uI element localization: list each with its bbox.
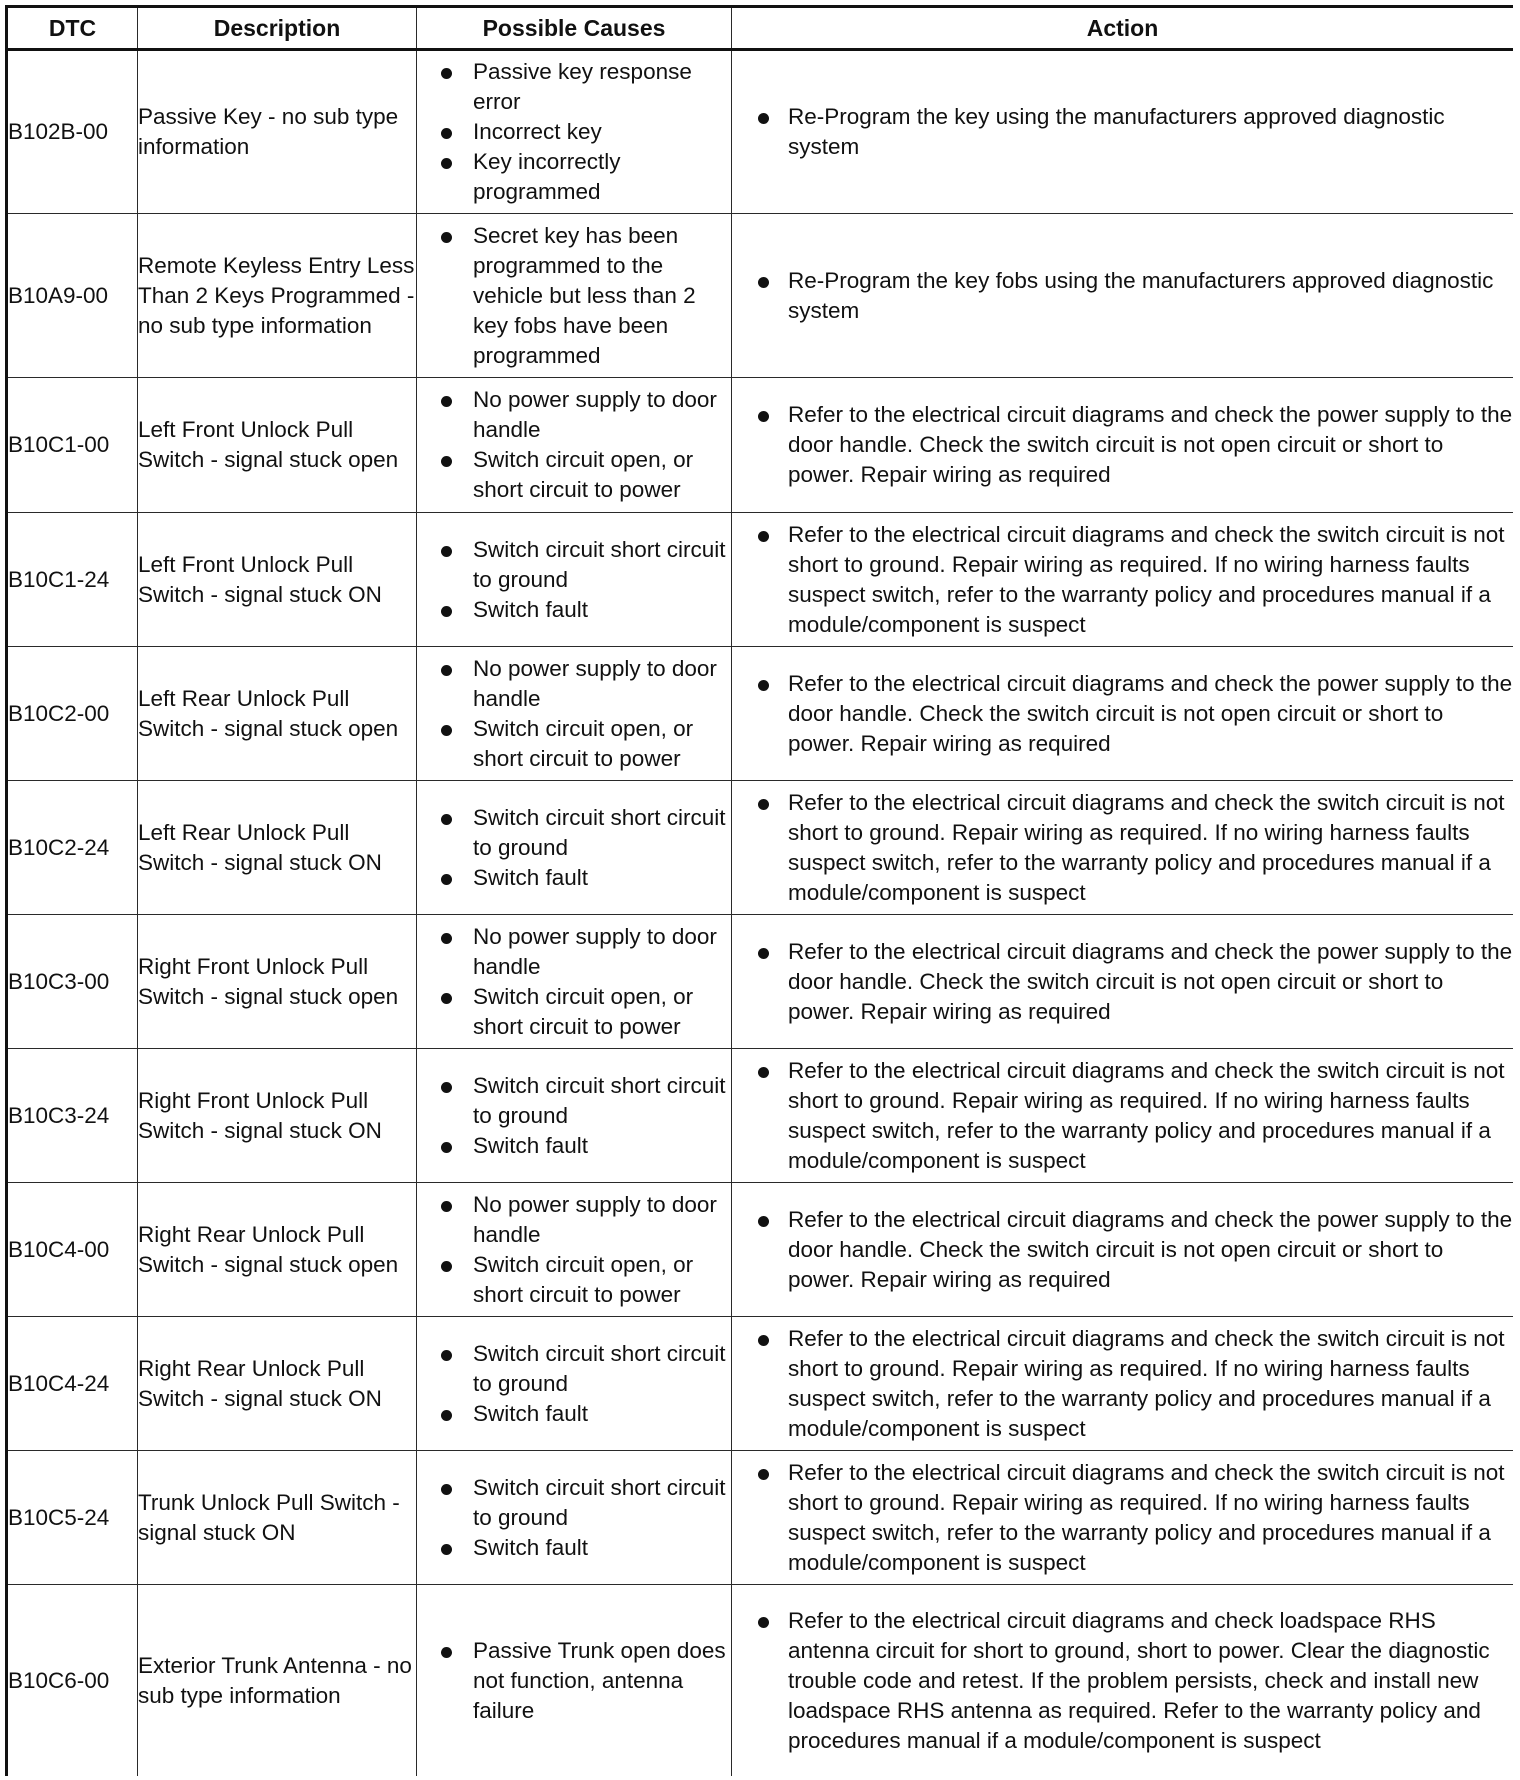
bullet-icon	[441, 68, 452, 79]
dtc-description: Right Rear Unlock Pull Switch - signal stuck ON	[138, 1317, 417, 1451]
header-description: Description	[138, 7, 417, 50]
dtc-code: B10A9-00	[7, 214, 138, 378]
cause-item	[417, 863, 731, 893]
table-row	[7, 1183, 1514, 1317]
header-dtc: DTC	[7, 7, 138, 50]
cause-text: Switch circuit short circuit to ground	[473, 1340, 726, 1396]
action-cell	[732, 1183, 1514, 1317]
bullet-icon	[758, 1335, 769, 1346]
cause-item	[417, 1131, 731, 1161]
bullet-icon	[758, 948, 769, 959]
dtc-description: Right Front Unlock Pull Switch - signal stuck open	[138, 915, 417, 1049]
header-action: Action	[732, 7, 1514, 50]
possible-causes	[417, 647, 732, 781]
action-text: Re-Program the key fobs using the manufacturers approved diagnostic system	[788, 267, 1494, 323]
bullet-icon	[441, 993, 452, 1004]
action-text: Refer to the electrical circuit diagrams and check the power supply to the door handle. Check the switch circuit is not open circuit or short to power. Repair wiring as required	[788, 670, 1513, 756]
cause-text: No power supply to door handle	[473, 387, 717, 442]
table-row	[7, 1451, 1514, 1585]
action-cell	[732, 915, 1514, 1049]
table-row	[7, 915, 1514, 1049]
cause-text: Switch circuit open, or short circuit to power	[473, 1251, 694, 1307]
cause-text: Switch fault	[473, 1132, 589, 1158]
bullet-icon	[441, 665, 452, 676]
cause-text: Switch fault	[473, 1534, 589, 1560]
action-item	[732, 1324, 1513, 1444]
cause-item	[417, 535, 731, 595]
cause-text: Switch circuit short circuit to ground	[473, 1072, 726, 1128]
dtc-description: Left Rear Unlock Pull Switch - signal stuck open	[138, 647, 417, 781]
cause-text: Passive key response error	[473, 59, 692, 114]
action-text: Refer to the electrical circuit diagrams and check the switch circuit is not short to ground. Repair wiring as required. If no wiring harness faults suspect switch, refer to the warranty policy and procedures manual if a module/component is suspect	[788, 521, 1505, 637]
action-text: Refer to the electrical circuit diagrams and check the power supply to the door handle. Check the switch circuit is not open circuit or short to power. Repair wiring as required	[788, 402, 1513, 487]
action-text: Refer to the electrical circuit diagrams and check the switch circuit is not short to ground. Repair wiring as required. If no wiring harness faults suspect switch, refer to the warranty policy and procedures manual if a module/component is suspect	[788, 789, 1505, 905]
cause-item	[417, 147, 731, 207]
possible-causes	[417, 1183, 732, 1317]
table-row	[7, 214, 1514, 378]
action-item	[732, 788, 1513, 908]
cause-item	[417, 1533, 731, 1563]
cause-text: Switch circuit open, or short circuit to power	[473, 447, 694, 502]
action-text: Refer to the electrical circuit diagrams and check the power supply to the door handle. Check the switch circuit is not open circuit or short to power. Repair wiring as required	[788, 938, 1513, 1024]
action-cell	[732, 513, 1514, 647]
cause-text: Switch circuit short circuit to ground	[473, 536, 726, 592]
cause-text: Switch fault	[473, 1400, 589, 1426]
cause-item	[417, 1636, 731, 1726]
cause-text: Switch circuit short circuit to ground	[473, 1474, 726, 1530]
dtc-code: B10C4-00	[7, 1183, 138, 1317]
dtc-description: Left Front Unlock Pull Switch - signal stuck ON	[138, 513, 417, 647]
possible-causes	[417, 1317, 732, 1451]
action-cell	[732, 50, 1514, 214]
cause-item	[417, 803, 731, 863]
dtc-code: B10C4-24	[7, 1317, 138, 1451]
dtc-code: B102B-00	[7, 50, 138, 214]
table-row	[7, 1049, 1514, 1183]
action-cell	[732, 647, 1514, 781]
cause-item	[417, 57, 731, 117]
dtc-description: Right Front Unlock Pull Switch - signal stuck ON	[138, 1049, 417, 1183]
bullet-icon	[441, 874, 452, 885]
cause-item	[417, 922, 731, 982]
action-cell	[732, 1585, 1514, 1777]
cause-item	[417, 445, 731, 505]
possible-causes	[417, 378, 732, 513]
bullet-icon	[441, 1647, 452, 1658]
action-item	[732, 102, 1513, 162]
action-item	[732, 520, 1513, 640]
possible-causes	[417, 1585, 732, 1777]
possible-causes	[417, 915, 732, 1049]
possible-causes	[417, 781, 732, 915]
cause-text: No power supply to door handle	[473, 655, 717, 711]
cause-item	[417, 117, 731, 147]
bullet-icon	[758, 680, 769, 691]
table-row	[7, 378, 1514, 513]
bullet-icon	[758, 1067, 769, 1078]
cause-item	[417, 1250, 731, 1310]
bullet-icon	[758, 1617, 769, 1628]
cause-item	[417, 385, 731, 445]
dtc-description: Right Rear Unlock Pull Switch - signal stuck open	[138, 1183, 417, 1317]
action-item	[732, 1056, 1513, 1176]
dtc-code: B10C3-00	[7, 915, 138, 1049]
table-row	[7, 1585, 1514, 1777]
dtc-code: B10C2-00	[7, 647, 138, 781]
dtc-table	[5, 5, 1513, 1776]
dtc-table-sheet	[5, 5, 1513, 1776]
action-item	[732, 937, 1513, 1027]
table-header-row	[7, 7, 1514, 50]
dtc-description: Passive Key - no sub type information	[138, 50, 417, 214]
dtc-code: B10C2-24	[7, 781, 138, 915]
cause-text: Switch fault	[473, 596, 589, 622]
bullet-icon	[441, 456, 452, 467]
action-cell	[732, 1317, 1514, 1451]
dtc-code: B10C3-24	[7, 1049, 138, 1183]
bullet-icon	[758, 1216, 769, 1227]
bullet-icon	[758, 799, 769, 810]
dtc-code: B10C5-24	[7, 1451, 138, 1585]
cause-item	[417, 1071, 731, 1131]
possible-causes	[417, 513, 732, 647]
action-cell	[732, 1451, 1514, 1585]
table-row	[7, 1317, 1514, 1451]
bullet-icon	[441, 1484, 452, 1495]
bullet-icon	[441, 158, 452, 169]
bullet-icon	[441, 814, 452, 825]
bullet-icon	[441, 1350, 452, 1361]
bullet-icon	[441, 606, 452, 617]
possible-causes	[417, 214, 732, 378]
bullet-icon	[441, 396, 452, 407]
bullet-icon	[441, 1142, 452, 1153]
action-cell	[732, 378, 1514, 513]
cause-text: Passive Trunk open does not function, antenna failure	[473, 1638, 726, 1723]
action-text: Re-Program the key using the manufacturers approved diagnostic system	[788, 104, 1445, 159]
cause-item	[417, 982, 731, 1042]
table-row	[7, 781, 1514, 915]
dtc-description: Left Front Unlock Pull Switch - signal stuck open	[138, 378, 417, 513]
bullet-icon	[758, 411, 769, 422]
bullet-icon	[441, 725, 452, 736]
action-item	[732, 669, 1513, 759]
bullet-icon	[441, 1544, 452, 1555]
cause-text: Switch circuit short circuit to ground	[473, 804, 726, 860]
action-text: Refer to the electrical circuit diagrams and check the power supply to the door handle. Check the switch circuit is not open circuit or short to power. Repair wiring as required	[788, 1206, 1513, 1292]
action-item	[732, 1458, 1513, 1578]
cause-item	[417, 1473, 731, 1533]
cause-item	[417, 1399, 731, 1429]
bullet-icon	[758, 113, 769, 124]
bullet-icon	[758, 1469, 769, 1480]
table-row	[7, 513, 1514, 647]
action-item	[732, 400, 1513, 490]
action-text: Refer to the electrical circuit diagrams and check the switch circuit is not short to ground. Repair wiring as required. If no wiring harness faults suspect switch, refer to the warranty policy and procedures manual if a module/component is suspect	[788, 1459, 1505, 1575]
cause-item	[417, 654, 731, 714]
action-text: Refer to the electrical circuit diagrams and check loadspace RHS antenna circuit for short to ground, short to power. Clear the diagnostic trouble code and retest. If the problem persists, check and install new loadspace RHS antenna as required. Refer to the warranty policy and procedures manual if a module/component is suspect	[788, 1608, 1490, 1753]
possible-causes	[417, 50, 732, 214]
action-text: Refer to the electrical circuit diagrams and check the switch circuit is not short to ground. Repair wiring as required. If no wiring harness faults suspect switch, refer to the warranty policy and procedures manual if a module/component is suspect	[788, 1325, 1505, 1441]
cause-text: No power supply to door handle	[473, 923, 717, 979]
table-row	[7, 647, 1514, 781]
action-item	[732, 266, 1513, 326]
dtc-code: B10C1-00	[7, 378, 138, 513]
cause-text: Switch fault	[473, 864, 589, 890]
action-cell	[732, 1049, 1514, 1183]
cause-item	[417, 1339, 731, 1399]
bullet-icon	[441, 232, 452, 243]
cause-text: Switch circuit open, or short circuit to power	[473, 983, 694, 1039]
action-text: Refer to the electrical circuit diagrams and check the switch circuit is not short to ground. Repair wiring as required. If no wiring harness faults suspect switch, refer to the warranty policy and procedures manual if a module/component is suspect	[788, 1057, 1505, 1173]
action-cell	[732, 781, 1514, 915]
cause-item	[417, 714, 731, 774]
cause-text: Key incorrectly programmed	[473, 149, 621, 204]
bullet-icon	[758, 531, 769, 542]
table-row	[7, 50, 1514, 214]
dtc-code: B10C6-00	[7, 1585, 138, 1777]
dtc-description: Remote Keyless Entry Less Than 2 Keys Programmed - no sub type information	[138, 214, 417, 378]
dtc-code: B10C1-24	[7, 513, 138, 647]
cause-item	[417, 595, 731, 625]
action-item	[732, 1606, 1513, 1756]
bullet-icon	[441, 1082, 452, 1093]
bullet-icon	[441, 1410, 452, 1421]
cause-text: Incorrect key	[473, 119, 602, 144]
bullet-icon	[758, 277, 769, 288]
cause-text: Secret key has been programmed to the vehicle but less than 2 key fobs have been programmed	[473, 222, 696, 368]
action-cell	[732, 214, 1514, 378]
bullet-icon	[441, 128, 452, 139]
dtc-description: Left Rear Unlock Pull Switch - signal stuck ON	[138, 781, 417, 915]
dtc-description: Trunk Unlock Pull Switch - signal stuck ON	[138, 1451, 417, 1585]
possible-causes	[417, 1451, 732, 1585]
bullet-icon	[441, 1261, 452, 1272]
cause-text: No power supply to door handle	[473, 1191, 717, 1247]
bullet-icon	[441, 933, 452, 944]
bullet-icon	[441, 1201, 452, 1212]
action-item	[732, 1205, 1513, 1295]
header-possible-causes: Possible Causes	[417, 7, 732, 50]
cause-item	[417, 221, 731, 371]
bullet-icon	[441, 546, 452, 557]
possible-causes	[417, 1049, 732, 1183]
cause-text: Switch circuit open, or short circuit to power	[473, 715, 694, 771]
cause-item	[417, 1190, 731, 1250]
dtc-description: Exterior Trunk Antenna - no sub type information	[138, 1585, 417, 1777]
